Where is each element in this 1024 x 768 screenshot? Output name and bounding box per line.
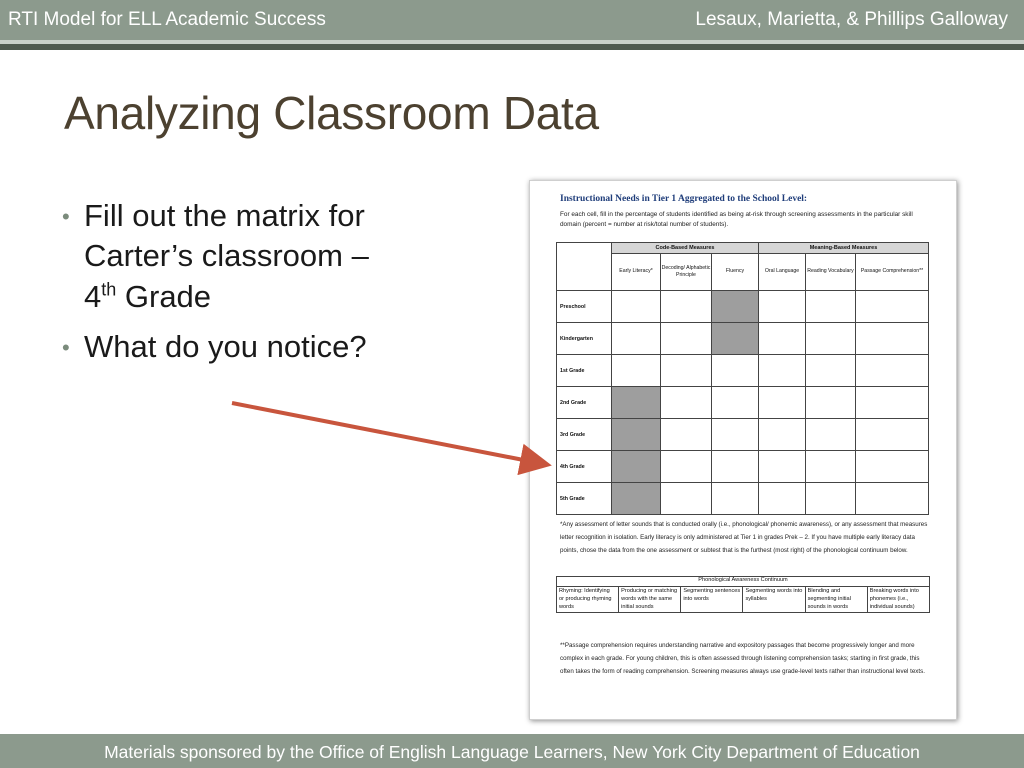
continuum-step: Producing or matching words with the same initial sounds bbox=[619, 587, 681, 613]
group-header: Code-Based Measures bbox=[612, 243, 759, 254]
continuum-step: Segmenting words into syllables bbox=[743, 587, 805, 613]
row-label: Kindergarten bbox=[557, 323, 612, 355]
continuum-title: Phonological Awareness Continuum bbox=[557, 577, 930, 587]
header-left-text: RTI Model for ELL Academic Success bbox=[8, 9, 326, 30]
grade-suffix: th bbox=[101, 279, 117, 300]
row-label: 5th Grade bbox=[557, 483, 612, 515]
footer-text: Materials sponsored by the Office of English Language Learners, New York City Department of Education bbox=[104, 742, 920, 762]
grade-number: 4 bbox=[84, 278, 102, 314]
continuum-step: Rhyming: Identifying or producing rhyming words bbox=[557, 587, 619, 613]
header-right-text: Lesaux, Marietta, & Phillips Galloway bbox=[695, 9, 1008, 30]
column-header: Reading Vocabulary bbox=[806, 254, 856, 291]
arrow-line bbox=[232, 403, 544, 464]
row-label: 4th Grade bbox=[557, 451, 612, 483]
passage-comprehension-note: **Passage comprehension requires understanding narrative and expository passages that become progressively longer and more complex in each grade. For young children, this is often assessed through listening comprehension tasks; starting in first grade, this often takes the form of reading comprehension. Screening measures always use grade-level texts rather than instructional level texts. bbox=[560, 642, 925, 676]
column-header: Decoding/ Alphabetic Principle bbox=[661, 254, 712, 291]
bullet-line: What do you notice? bbox=[84, 328, 367, 364]
bullet-line: Carter’s classroom – bbox=[84, 238, 369, 274]
column-header: Oral Language bbox=[759, 254, 806, 291]
row-label: 3rd Grade bbox=[557, 419, 612, 451]
bullet-dot-icon: • bbox=[62, 204, 70, 229]
row-label: Preschool bbox=[557, 291, 612, 323]
footer-bar bbox=[0, 734, 1024, 768]
bullet-line: Fill out the matrix for bbox=[84, 198, 365, 233]
bullet-dot-icon: • bbox=[62, 334, 70, 360]
grade-word: Grade bbox=[116, 278, 212, 314]
early-literacy-note: *Any assessment of letter sounds that is conducted orally (i.e., phonological/ phonemic awareness), or any assessment that measures letter recognition in isolation. Early literacy is only administered at Tier 1 in grades Prek – 2. If you have multiple early literacy data points, chose the data from the one assessment or subtest that is the furthest (most right) of the phonological continuum below. bbox=[560, 521, 928, 555]
row-label: 1st Grade bbox=[557, 355, 612, 387]
continuum-step: Breaking words into phonemes (i.e., individual sounds) bbox=[867, 587, 929, 613]
continuum-step: Blending and segmenting initial sounds in words bbox=[805, 587, 867, 613]
document-title: Instructional Needs in Tier 1 Aggregated to the School Level: bbox=[560, 194, 808, 204]
column-header: Early Literacy* bbox=[612, 254, 661, 291]
group-header: Meaning-Based Measures bbox=[759, 243, 929, 254]
column-header: Fluency bbox=[712, 254, 759, 291]
column-header: Passage Comprehension** bbox=[856, 254, 929, 291]
document-intro: For each cell, fill in the percentage of students identified as being at-risk through screening assessments in the particular skill domain (percent = number at risk/total number of students). bbox=[560, 211, 913, 229]
row-label: 2nd Grade bbox=[557, 387, 612, 419]
continuum-step: Segmenting sentences into words bbox=[681, 587, 743, 613]
slide-title: Analyzing Classroom Data bbox=[64, 87, 599, 139]
